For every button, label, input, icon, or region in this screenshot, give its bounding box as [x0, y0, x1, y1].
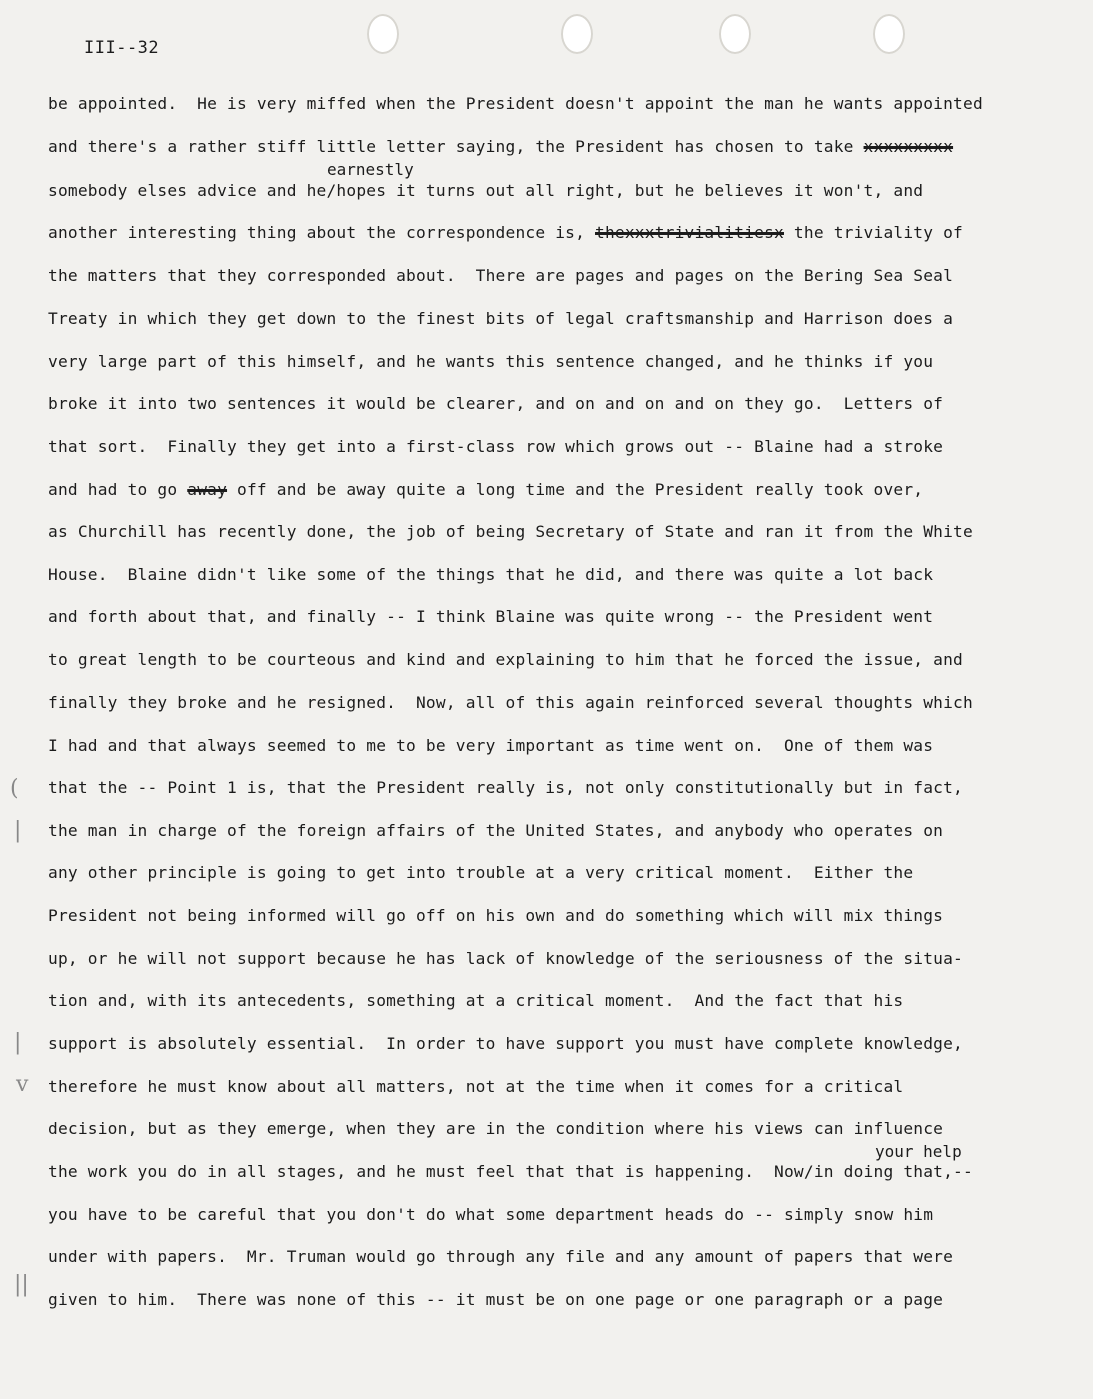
margin-mark: v [16, 1072, 29, 1097]
text-line: the matters that they corresponded about. There are pages and pages on the Bering Sea Seal [48, 266, 954, 285]
text-line: any other principle is going to get into trouble at a very critical moment. Either the [48, 863, 914, 882]
text-line: up, or he will not support because he has lack of knowledge of the seriousness of the situa- [48, 949, 964, 968]
text-line: that the -- Point 1 is, that the President really is, not only constitutionally but in fact, [48, 778, 964, 797]
punch-hole [367, 14, 399, 54]
text-segment: the triviality of [783, 223, 964, 242]
struck-text: xxxxxxxxx [863, 137, 954, 156]
text-line: the work you do in all stages, and he must feel that that is happening. Now/in doing that,-- [48, 1162, 973, 1181]
text-line [48, 137, 953, 157]
text-line: as Churchill has recently done, the job of being Secretary of State and ran it from the White [48, 522, 973, 541]
punch-hole [561, 14, 593, 54]
margin-mark: | [14, 818, 22, 843]
text-line: I had and that always seemed to me to be very important as time went on. One of them was [48, 736, 934, 755]
punch-hole [719, 14, 751, 54]
text-segment: and had to go [48, 480, 188, 499]
handwritten-insertion: earnestly [327, 160, 414, 179]
text-line: to great length to be courteous and kind and explaining to him that he forced the issue, and [48, 650, 964, 669]
text-line: under with papers. Mr. Truman would go through any file and any amount of papers that were [48, 1247, 954, 1266]
text-line: finally they broke and he resigned. Now, all of this again reinforced several thoughts which [48, 693, 973, 712]
text-line: Treaty in which they get down to the finest bits of legal craftsmanship and Harrison does a [48, 309, 954, 328]
text-line: you have to be careful that you don't do what some department heads do -- simply snow him [48, 1205, 934, 1224]
text-line: therefore he must know about all matters, not at the time when it comes for a critical [48, 1077, 904, 1096]
text-line [48, 223, 963, 243]
margin-mark: || [14, 1272, 29, 1297]
struck-text: away [187, 480, 228, 499]
text-line: somebody elses advice and he/hopes it turns out all right, but he believes it won't, and [48, 181, 924, 200]
text-line: very large part of this himself, and he wants this sentence changed, and he thinks if you [48, 352, 934, 371]
text-line: President not being informed will go off on his own and do something which will mix things [48, 906, 944, 925]
text-line: given to him. There was none of this -- it must be on one page or one paragraph or a page [48, 1290, 944, 1309]
text-line [48, 480, 923, 500]
text-line: tion and, with its antecedents, something at a critical moment. And the fact that his [48, 991, 904, 1010]
handwritten-insertion: your help [875, 1142, 962, 1161]
text-line: that sort. Finally they get into a first-class row which grows out -- Blaine had a stroke [48, 437, 944, 456]
text-line: House. Blaine didn't like some of the things that he did, and there was quite a lot back [48, 565, 934, 584]
text-line: decision, but as they emerge, when they are in the condition where his views can influence [48, 1119, 944, 1138]
text-segment: and there's a rather stiff little letter saying, the President has chosen to take [48, 137, 864, 156]
text-line: the man in charge of the foreign affairs of the United States, and anybody who operates on [48, 821, 944, 840]
text-segment: another interesting thing about the correspondence is, [48, 223, 596, 242]
page-number: III--32 [84, 38, 160, 58]
text-line: be appointed. He is very miffed when the President doesn't appoint the man he wants appointed [48, 94, 983, 113]
text-line: broke it into two sentences it would be clearer, and on and on and on they go. Letters of [48, 394, 944, 413]
text-line: and forth about that, and finally -- I think Blaine was quite wrong -- the President went [48, 607, 934, 626]
struck-text: thexxxtrivialitiesx [595, 223, 784, 242]
text-line: support is absolutely essential. In order to have support you must have complete knowledge, [48, 1034, 964, 1053]
text-segment: off and be away quite a long time and the President really took over, [227, 480, 924, 499]
margin-mark: | [14, 1030, 22, 1055]
margin-mark: ( [10, 776, 19, 801]
punch-hole [873, 14, 905, 54]
